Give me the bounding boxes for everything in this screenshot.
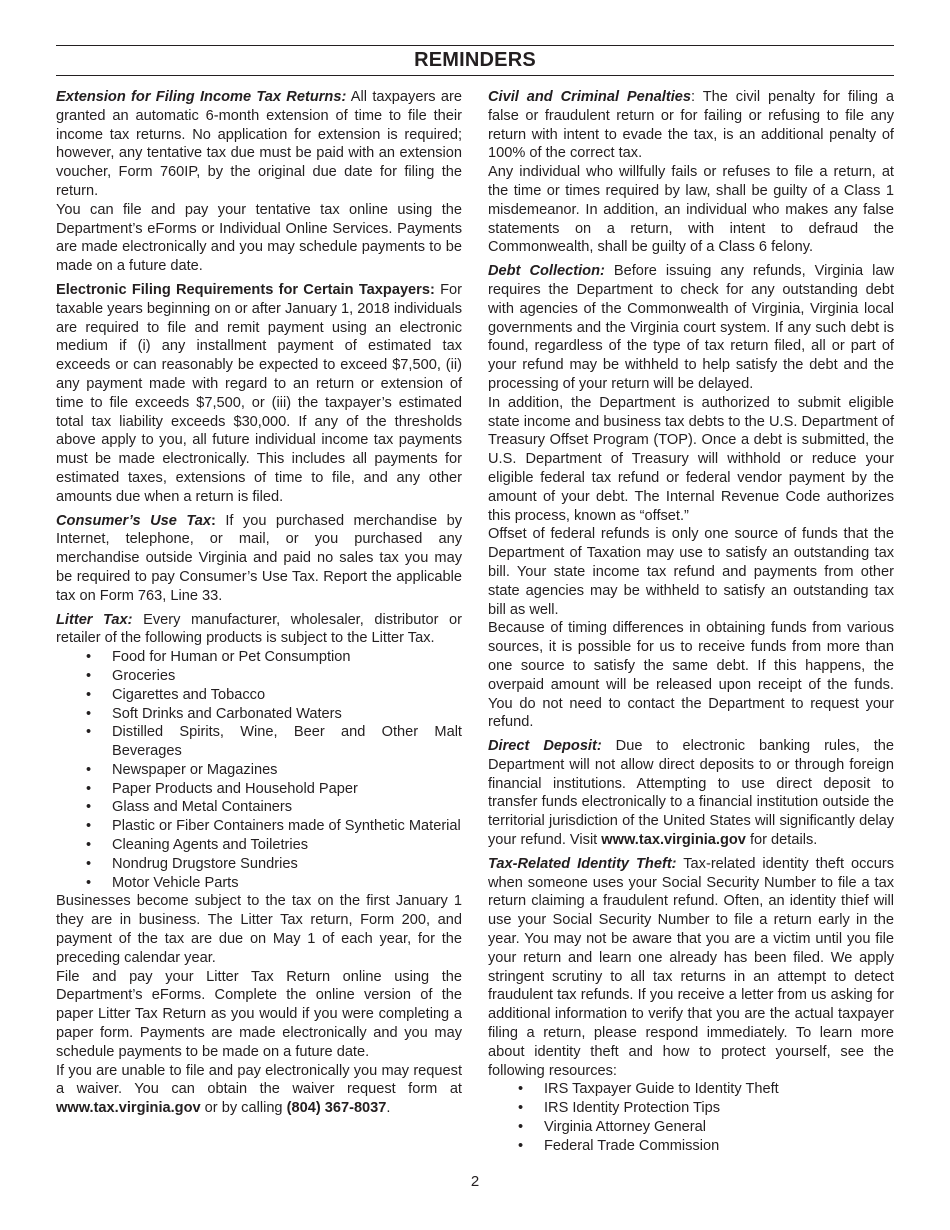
- litter-tax-paragraph: Litter Tax: Every manufacturer, wholesaler, distributor or retailer of the following products is subject to the Litter Tax.: [56, 611, 462, 647]
- extension-heading: Extension for Filing Income Tax Returns:: [56, 89, 347, 105]
- efile-paragraph: Electronic Filing Requirements for Certain Taxpayers: For taxable years beginning on or after January 1, 2018 individuals are required to file and remit payment using an electronic medium if (i) any installment payment of estimated tax exceeds or can reasonably be expected to exceed $7,500, (ii) any payment made with regard to an return or extension of time to file exceeds $7,500, or (iii) the taxpayer’s estimated total tax liability exceeds $30,000. If any of the thresholds above apply to you, all future individual income tax payments must be made electronically. This includes all payments for estimated taxes, extensions of time to file, and any other amounts due when a return is filed.: [56, 281, 462, 505]
- direct-deposit-paragraph: Direct Deposit: Due to electronic banking rules, the Department will not allow direct deposits to or through foreign financial institutions. Attempting to use direct deposit to transfer funds electronically to a financial institution outside the territorial jurisdiction of the United States will significantly delay your refund. Visit www.tax.virginia.gov for details.: [488, 738, 895, 849]
- phone-number: (804) 367-8037: [286, 1100, 387, 1117]
- list-item: • Food for Human or Pet Consumption: [56, 648, 462, 667]
- identity-resources-list: [488, 1080, 894, 1155]
- extension-online-paragraph: You can file and pay your tentative tax online using the Department’s eForms or Individual Online Services. Payments are made electronically and you may schedule payments to be made on a future date.: [56, 201, 462, 275]
- litter-due-paragraph: Businesses become subject to the tax on the first January 1 they are in business. The Litter Tax return, Form 200, and payment of the tax are due on May 1 of each year, for the preceding calendar year.: [56, 893, 462, 966]
- list-item: • Cleaning Agents and Toiletries: [56, 836, 462, 855]
- penalties-heading: Civil and Criminal Penalties: [488, 89, 691, 105]
- top-rule: [56, 45, 894, 46]
- list-item: • IRS Identity Protection Tips: [488, 1099, 894, 1118]
- debt-collection-heading: Debt Collection:: [488, 263, 605, 280]
- page-number: 2: [470, 1173, 480, 1190]
- extension-paragraph: Extension for Filing Income Tax Returns: All taxpayers are granted an automatic 6-month extension of time to file their income tax returns. No application for extension is required; however, any tentative tax due must be paid with an extension voucher, Form 760IP, by the original due date for filing the return.: [56, 89, 462, 199]
- debt-top-paragraph: In addition, the Department is authorized to submit eligible state income and business tax debts to the U.S. Department of Treasury Offset Program (TOP). Once a debt is submitted, the U.S. Department of Treasury will withhold or reduce your eligible federal tax refund or federal vendor payment by the amount of your debt. The Internal Revenue Code authorizes this process, known as “offset.”: [488, 394, 894, 524]
- list-item: • Cigarettes and Tobacco: [56, 686, 462, 705]
- list-item: • Federal Trade Commission: [488, 1137, 894, 1156]
- list-item: • Soft Drinks and Carbonated Waters: [56, 705, 462, 724]
- litter-products-list: [56, 648, 462, 892]
- identity-theft-paragraph: Tax-Related Identity Theft: Tax-related identity theft occurs when someone uses your Social Security Number to file a tax return claiming a fraudulent refund. Often, an identity thief will use your Social Security Number to file a return early in the year. You may not be aware that you are a victim until you file your return and learn one already has been filed. We apply stringent scrutiny to all tax returns in an attempt to detect fraudulent tax refunds. If you receive a letter from us asking for additional information to verify that you are the actual taxpayer filing a return, please respond immediately. To learn more about identity theft and how to protect yourself, see the following resources:: [488, 855, 894, 1079]
- list-item: • Glass and Metal Containers: [56, 798, 462, 817]
- left-column: [56, 88, 462, 1118]
- litter-online-paragraph: File and pay your Litter Tax Return online using the Department’s eForms. Complete the online version of the paper Litter Tax Return as you would if you were completing a paper form. Payments are made electronically and you may schedule payments to be made on a future date.: [56, 968, 462, 1060]
- list-item: • Motor Vehicle Parts: [56, 874, 462, 893]
- list-item: • Plastic or Fiber Containers made of Synthetic Material: [56, 817, 462, 836]
- list-item: • Paper Products and Household Paper: [56, 780, 462, 799]
- tax-website-link[interactable]: www.tax.virginia.gov: [56, 1100, 201, 1117]
- identity-theft-heading: Tax-Related Identity Theft:: [488, 855, 677, 872]
- penalties-paragraph: Civil and Criminal Penalties: The civil penalty for filing a false or fraudulent return or for failing or refusing to file any return with intent to evade the tax, is an additional penalty of 100% of the correct tax.: [488, 89, 894, 162]
- title-rule: [56, 75, 894, 76]
- debt-offset-paragraph: Offset of federal refunds is only one source of funds that the Department of Taxation may use to satisfy an outstanding tax bill. Your state income tax refund and payments from other state agencies may be withheld to satisfy an outstanding tax bill as well.: [488, 526, 894, 618]
- list-item: • Groceries: [56, 667, 462, 686]
- debt-collection-paragraph: Debt Collection: Before issuing any refunds, Virginia law requires the Department to check for any outstanding debt with agencies of the Commonwealth of Virginia, Virginia local governments and the Virginia court system. If any such debt is found, regardless of the type of tax return filed, all or part of your refund may be withheld to help satisfy the debt and the processing of your return will be delayed.: [488, 263, 894, 392]
- right-column: [488, 88, 894, 1156]
- litter-tax-heading: Litter Tax:: [56, 611, 133, 628]
- list-item: • Virginia Attorney General: [488, 1118, 894, 1137]
- consumer-use-tax-heading: Consumer’s Use Tax: [56, 512, 211, 529]
- efile-heading: Electronic Filing Requirements for Certain Taxpayers:: [56, 281, 435, 298]
- debt-timing-paragraph: Because of timing differences in obtaining funds from various sources, it is possible for us to receive funds from more than one source to satisfy the same debt. If this happens, the overpaid amount will be released upon receipt of the funds. You do not need to contact the Department to request your refund.: [488, 620, 894, 731]
- consumer-use-tax-paragraph: Consumer’s Use Tax: If you purchased merchandise by Internet, telephone, or mail, or you purchased any merchandise outside Virginia and paid no sales tax you may be required to pay Consumer’s Use Tax. Report the applicable tax on Form 763, Line 33.: [56, 512, 463, 604]
- list-item: • Distilled Spirits, Wine, Beer and Other Malt Beverages: [56, 723, 462, 761]
- list-item: • Nondrug Drugstore Sundries: [56, 855, 462, 874]
- list-item: • IRS Taxpayer Guide to Identity Theft: [488, 1080, 894, 1099]
- tax-website-link[interactable]: www.tax.virginia.gov: [601, 832, 746, 849]
- penalties-criminal-paragraph: Any individual who willfully fails or refuses to file a return, at the time or times required by law, shall be guilty of a Class 1 misdemeanor. In addition, an individual who makes any false statements on a return, with intent to defraud the Commonwealth, shall be guilty of a Class 6 felony.: [488, 164, 894, 256]
- list-item: • Newspaper or Magazines: [56, 761, 462, 780]
- page-title: REMINDERS: [414, 49, 536, 71]
- direct-deposit-heading: Direct Deposit:: [488, 738, 602, 755]
- litter-waiver-paragraph: If you are unable to file and pay electronically you may request a waiver. You can obtain the waiver request form at www.tax.virginia.gov or by calling (804) 367-8037.: [56, 1062, 462, 1117]
